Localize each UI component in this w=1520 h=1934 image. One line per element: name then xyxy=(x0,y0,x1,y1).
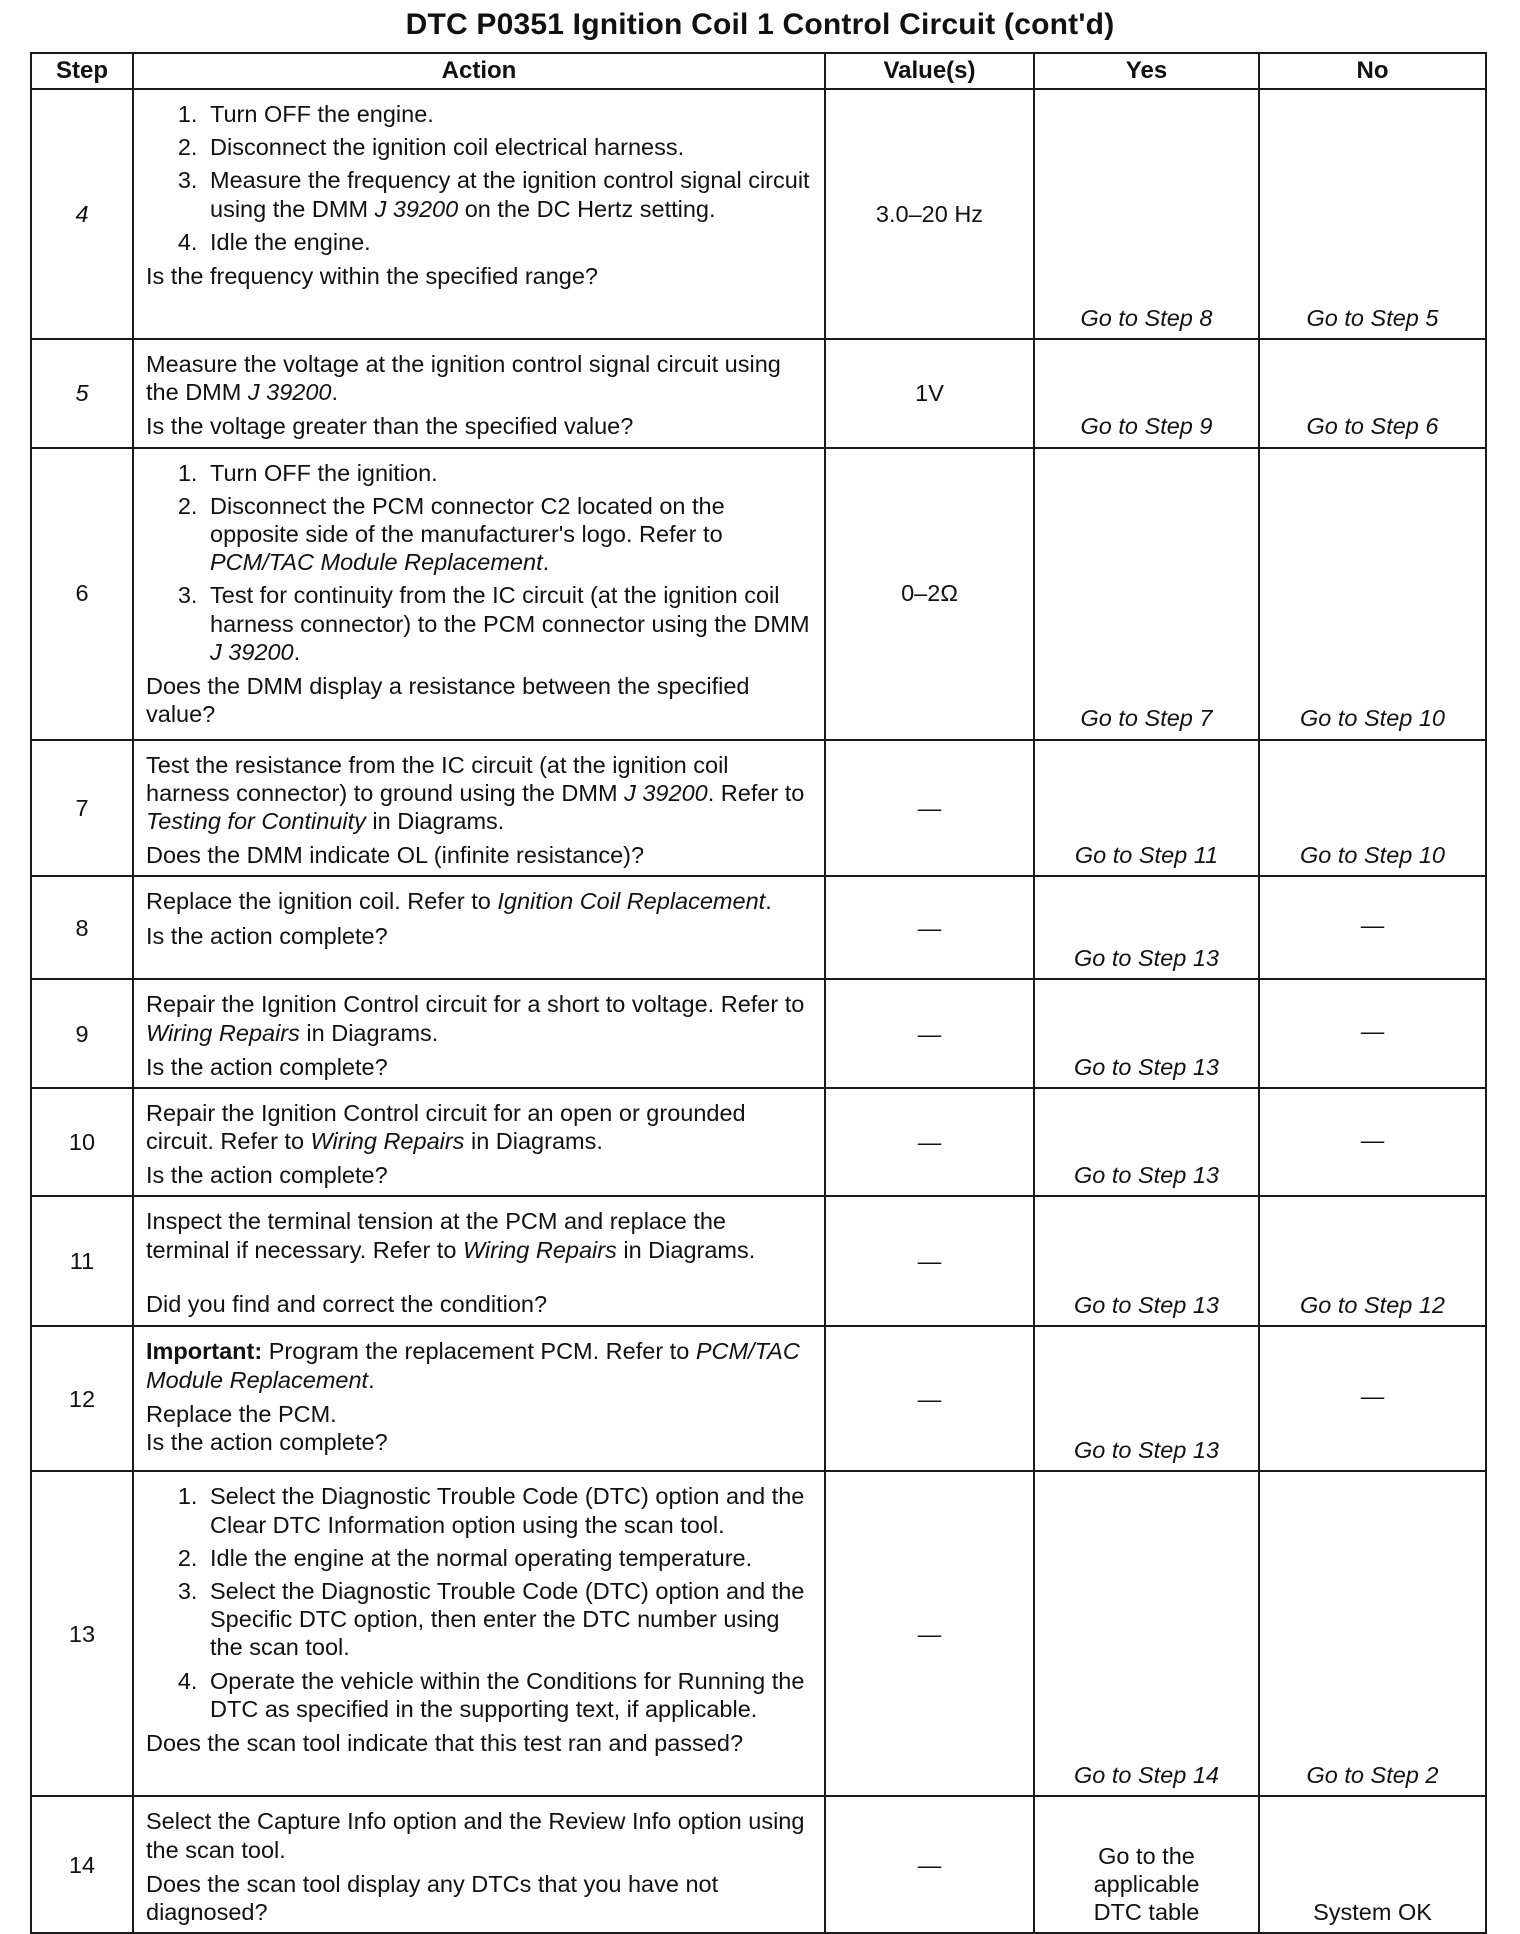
value-cell: — xyxy=(825,979,1034,1088)
action-cell: Repair the Ignition Control circuit for an open or grounded circuit. Refer to Wiring Repairs in Diagrams. Is the action complete? xyxy=(133,1088,825,1197)
action-list xyxy=(146,1482,814,1723)
important-label: Important: xyxy=(146,1338,263,1365)
no-cell: — xyxy=(1259,979,1486,1088)
question: Is the voltage greater than the specified value? xyxy=(146,413,634,440)
tool-reference: J 39200 xyxy=(624,779,708,806)
table-row xyxy=(31,1196,1486,1326)
action-cell: Inspect the terminal tension at the PCM and replace the terminal if necessary. Refer to Wiring Repairs in Diagrams. Did you find and correct the condition? xyxy=(133,1196,825,1326)
question: Is the action complete? xyxy=(146,1053,388,1080)
step-number: 10 xyxy=(31,1088,133,1197)
table-row xyxy=(31,740,1486,877)
procedure-reference: Wiring Repairs xyxy=(462,1236,617,1263)
yes-cell: Go to Step 13 xyxy=(1034,1326,1259,1471)
yes-cell: Go to Step 13 xyxy=(1034,1088,1259,1197)
no-cell: Go to Step 2 xyxy=(1259,1471,1486,1796)
action-list xyxy=(146,100,814,256)
table-row xyxy=(31,448,1486,740)
action-cell xyxy=(133,1471,825,1796)
step-number: 8 xyxy=(31,876,133,979)
action-cell: Select the Capture Info option and the Review Info option using the scan tool. Does the scan tool display any DTCs that you have not diagnosed? xyxy=(133,1796,825,1933)
tool-reference: J 39200 xyxy=(374,195,459,222)
list-item: 2. Disconnect the PCM connector C2 located on the opposite side of the manufacturer's logo. Refer to PCM/TAC Module Replacement. xyxy=(204,492,814,577)
header-row xyxy=(31,53,1486,89)
value-cell: 1V xyxy=(825,339,1034,448)
no-cell: Go to Step 5 xyxy=(1259,89,1486,339)
yes-cell: Go to Step 9 xyxy=(1034,339,1259,448)
procedure-reference: Ignition Coil Replacement xyxy=(497,888,766,915)
table-row xyxy=(31,1471,1486,1796)
list-item: 3. Test for continuity from the IC circuit (at the ignition coil harness connector) to the PCM connector using the DMM J 39200. xyxy=(204,581,814,666)
step-number: 6 xyxy=(31,448,133,740)
step-number: 11 xyxy=(31,1196,133,1326)
action-cell xyxy=(133,89,825,339)
no-cell: Go to Step 10 xyxy=(1259,740,1486,877)
value-cell: — xyxy=(825,740,1034,877)
list-item: 1. Turn OFF the ignition. xyxy=(204,459,814,487)
list-item: 2. Disconnect the ignition coil electrical harness. xyxy=(204,133,814,161)
step-number: 4 xyxy=(31,89,133,339)
action-cell xyxy=(133,448,825,740)
table-row xyxy=(31,339,1486,448)
no-cell: Go to Step 12 xyxy=(1259,1196,1486,1326)
yes-cell: Go to Step 14 xyxy=(1034,1471,1259,1796)
value-cell: 0–2Ω xyxy=(825,448,1034,740)
question: Does the scan tool indicate that this test ran and passed? xyxy=(146,1729,744,1756)
no-cell: — xyxy=(1259,1088,1486,1197)
step-number: 9 xyxy=(31,979,133,1088)
step-number: 7 xyxy=(31,740,133,877)
yes-cell: Go to Step 7 xyxy=(1034,448,1259,740)
action-list xyxy=(146,459,814,666)
list-item: 3. Measure the frequency at the ignition control signal circuit using the DMM J 39200 on the DC Hertz setting. xyxy=(204,166,814,222)
header-yes: Yes xyxy=(1034,53,1259,89)
table-row xyxy=(31,979,1486,1088)
action-cell: Replace the ignition coil. Refer to Ignition Coil Replacement. Is the action complete? xyxy=(133,876,825,979)
no-cell: System OK xyxy=(1259,1796,1486,1933)
yes-cell: Go to the applicable DTC table xyxy=(1034,1796,1259,1933)
list-item: 2. Idle the engine at the normal operating temperature. xyxy=(204,1544,814,1572)
step-number: 5 xyxy=(31,339,133,448)
table-row xyxy=(31,1326,1486,1471)
no-cell: — xyxy=(1259,876,1486,979)
action-cell: Important: Program the replacement PCM. Refer to PCM/TAC Module Replacement. Replace the PCM. Is the action complete? xyxy=(133,1326,825,1471)
tool-reference: J 39200 xyxy=(210,638,294,665)
yes-cell: Go to Step 13 xyxy=(1034,979,1259,1088)
yes-cell: Go to Step 8 xyxy=(1034,89,1259,339)
question: Is the action complete? xyxy=(146,922,388,949)
value-cell: — xyxy=(825,1196,1034,1326)
list-item: 4. Idle the engine. xyxy=(204,228,814,256)
question: Does the scan tool display any DTCs that you have not diagnosed? xyxy=(146,1870,719,1925)
step-number: 14 xyxy=(31,1796,133,1933)
value-cell: 3.0–20 Hz xyxy=(825,89,1034,339)
diagnostic-table xyxy=(30,52,1487,1934)
header-step: Step xyxy=(31,53,133,89)
yes-cell: Go to Step 13 xyxy=(1034,1196,1259,1326)
no-cell: Go to Step 6 xyxy=(1259,339,1486,448)
value-cell: — xyxy=(825,1088,1034,1197)
table-row xyxy=(31,1796,1486,1933)
header-action: Action xyxy=(133,53,825,89)
header-no: No xyxy=(1259,53,1486,89)
step-number: 12 xyxy=(31,1326,133,1471)
value-cell: — xyxy=(825,1796,1034,1933)
page-title: DTC P0351 Ignition Coil 1 Control Circuit (cont'd) xyxy=(405,8,1115,41)
procedure-reference: Wiring Repairs xyxy=(310,1128,465,1155)
table-row xyxy=(31,1088,1486,1197)
no-cell: — xyxy=(1259,1326,1486,1471)
question: Does the DMM display a resistance between the specified value? xyxy=(146,672,750,728)
procedure-reference: Wiring Repairs xyxy=(146,1019,300,1046)
question: Is the frequency within the specified range? xyxy=(146,262,598,289)
question: Did you find and correct the condition? xyxy=(146,1290,548,1317)
question: Is the action complete? xyxy=(146,1162,388,1189)
yes-cell: Go to Step 11 xyxy=(1034,740,1259,877)
header-values: Value(s) xyxy=(825,53,1034,89)
action-cell: Repair the Ignition Control circuit for a short to voltage. Refer to Wiring Repairs in Diagrams. Is the action complete? xyxy=(133,979,825,1088)
list-item: 1. Turn OFF the engine. xyxy=(204,100,814,128)
value-cell: — xyxy=(825,1326,1034,1471)
step-number: 13 xyxy=(31,1471,133,1796)
value-cell: — xyxy=(825,876,1034,979)
yes-cell: Go to Step 13 xyxy=(1034,876,1259,979)
list-item: 4. Operate the vehicle within the Conditions for Running the DTC as specified in the supporting text, if applicable. xyxy=(204,1667,814,1723)
action-cell: Measure the voltage at the ignition control signal circuit using the DMM J 39200. Is the voltage greater than the specified value? xyxy=(133,339,825,448)
action-cell: Test the resistance from the IC circuit (at the ignition coil harness connector) to ground using the DMM J 39200. Refer to Testing for Continuity in Diagrams. Does the DMM indicate OL (infinite resistance)? xyxy=(133,740,825,877)
tool-reference: J 39200 xyxy=(247,379,332,406)
list-item: 1. Select the Diagnostic Trouble Code (DTC) option and the Clear DTC Information option using the scan tool. xyxy=(204,1482,814,1538)
no-cell: Go to Step 10 xyxy=(1259,448,1486,740)
question: Is the action complete? xyxy=(146,1429,388,1455)
list-item: 3. Select the Diagnostic Trouble Code (DTC) option and the Specific DTC option, then enter the DTC number using the scan tool. xyxy=(204,1577,814,1662)
procedure-reference: PCM/TAC Module Replacement xyxy=(210,549,543,576)
question: Does the DMM indicate OL (infinite resistance)? xyxy=(146,842,645,869)
table-row xyxy=(31,876,1486,979)
table-row xyxy=(31,89,1486,339)
procedure-reference: PCM/TAC Module Replacement xyxy=(146,1338,800,1393)
value-cell: — xyxy=(825,1471,1034,1796)
procedure-reference: Testing for Continuity xyxy=(146,807,366,834)
